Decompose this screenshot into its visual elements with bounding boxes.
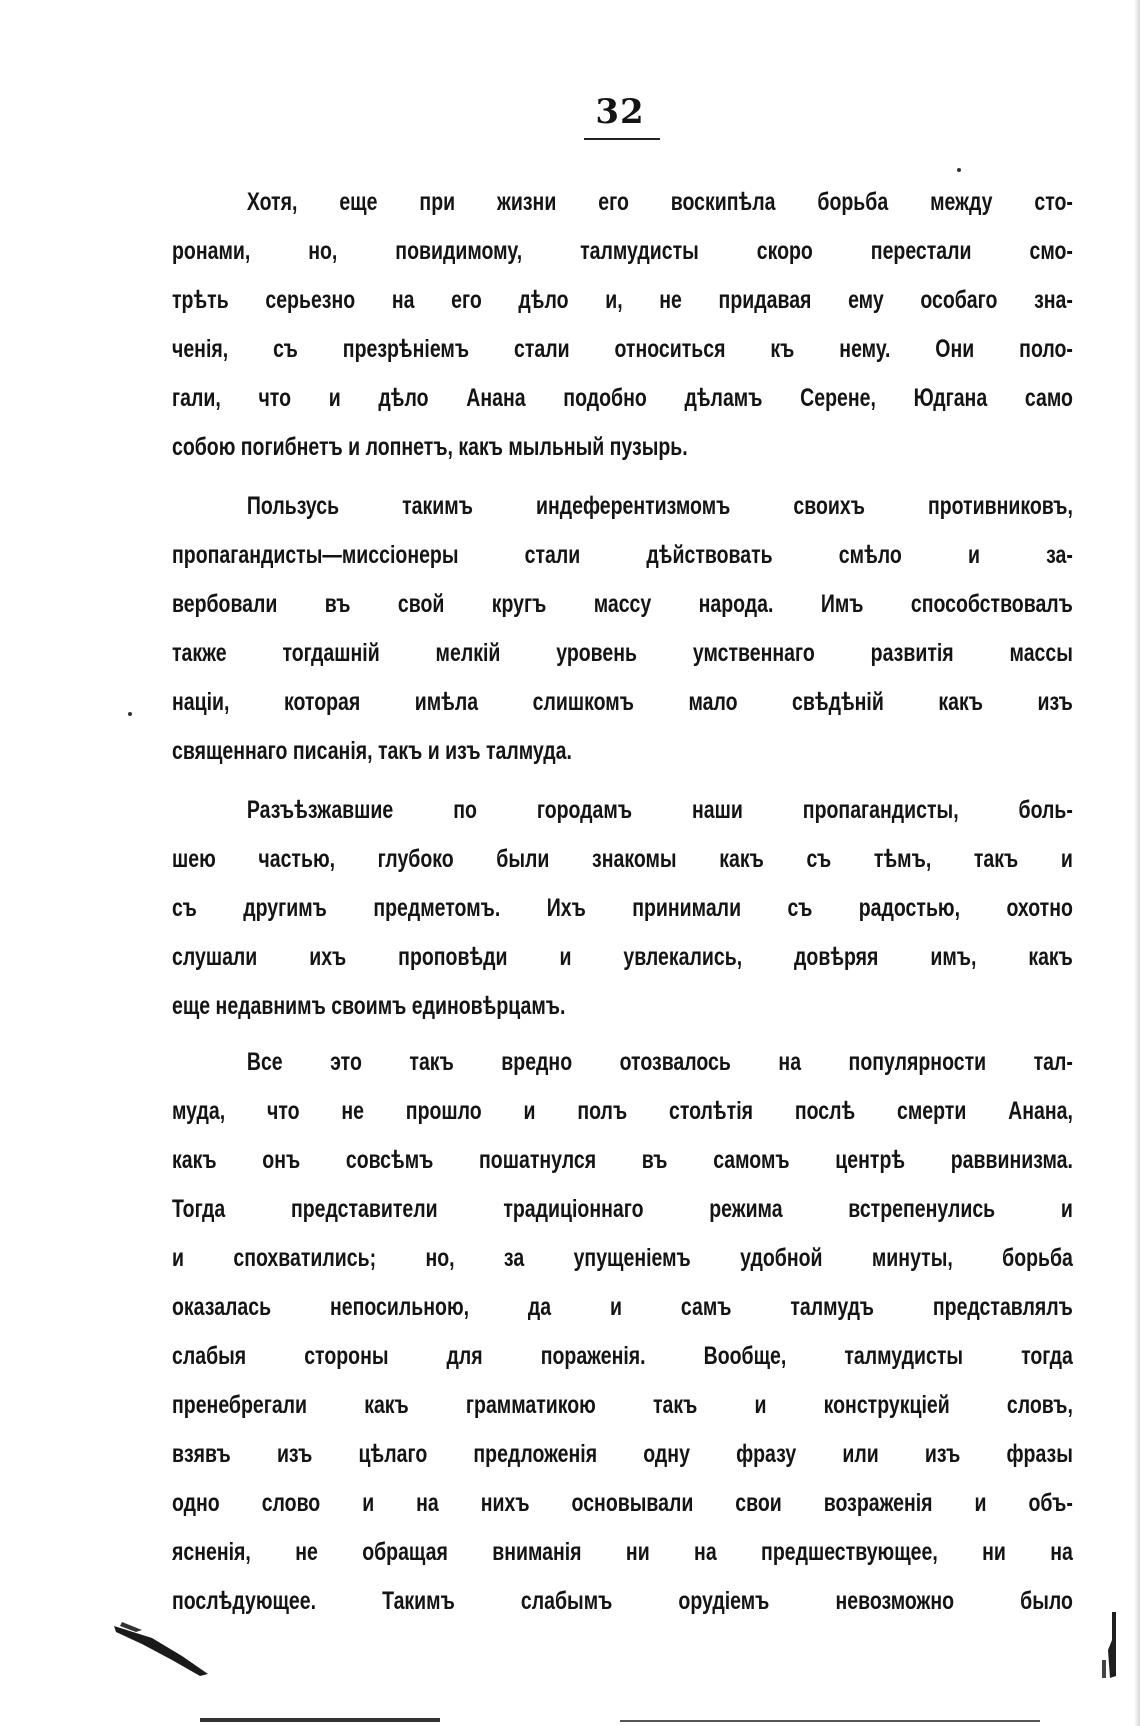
text-line: ронами, но, повидимому, талмудисты скоро перестали смо- <box>172 237 1073 265</box>
paragraph-2 <box>172 482 1072 776</box>
page-number-rule <box>584 138 660 140</box>
ink-speck <box>128 712 132 716</box>
text-line: слабыя стороны для пораженія. Вообще, талмудисты тогда <box>172 1342 1073 1370</box>
text-line: муда, что не прошло и полъ столѣтія послѣ смерти Анана, <box>172 1097 1073 1125</box>
text-line: Тогда представители традиціоннаго режима встрепенулись и <box>172 1195 1073 1223</box>
text-line: священнаго писанія, такъ и изъ талмуда. <box>172 737 572 765</box>
text-line: одно слово и на нихъ основывали свои возраженія и объ- <box>172 1489 1073 1517</box>
text-line: гали, что и дѣло Анана подобно дѣламъ Серене, Юдгана само <box>172 384 1073 412</box>
paragraph-1 <box>172 178 1072 472</box>
text-line: пренебрегали какъ грамматикою такъ и конструкціей словъ, <box>172 1391 1073 1419</box>
text-line: вербовали въ свой кругъ массу народа. Имъ способствовалъ <box>172 590 1073 618</box>
text-line: слушали ихъ проповѣди и увлекались, довѣряя имъ, какъ <box>172 943 1073 971</box>
ink-smudge-mark <box>112 1618 222 1678</box>
text-line: націи, которая имѣла слишкомъ мало свѣдѣній какъ изъ <box>172 688 1073 716</box>
text-line: и спохватились; но, за упущеніемъ удобной минуты, борьба <box>172 1244 1073 1272</box>
bottom-scan-line <box>200 1718 440 1722</box>
text-line: собою погибнетъ и лопнетъ, какъ мыльный пузырь. <box>172 433 688 461</box>
paragraph-4 <box>172 1038 1072 1626</box>
text-line: съ другимъ предметомъ. Ихъ принимали съ радостью, охотно <box>172 894 1073 922</box>
text-line: трѣть серьезно на его дѣло и, не придавая ему особаго зна- <box>172 286 1073 314</box>
text-line: Пользусь такимъ индеферентизмомъ своихъ противниковъ, <box>246 492 1073 520</box>
text-line: какъ онъ совсѣмъ пошатнулся въ самомъ центрѣ раввинизма. <box>172 1146 1073 1174</box>
text-line: пропагандисты—миссіонеры стали дѣйствовать смѣло и за- <box>172 541 1073 569</box>
text-line: Хотя, еще при жизни его воскипѣла борьба между сто- <box>246 188 1073 216</box>
text-line: также тогдашній мелкій уровень умственнаго развитія массы <box>172 639 1073 667</box>
text-line: взявъ изъ цѣлаго предложенія одну фразу или изъ фразы <box>172 1440 1073 1468</box>
text-line: ченія, съ презрѣніемъ стали относиться къ нему. Они поло- <box>172 335 1073 363</box>
text-line: оказалась непосильною, да и самъ талмудъ представлялъ <box>172 1293 1073 1321</box>
binding-mark <box>1100 1610 1120 1680</box>
text-line: Разъѣзжавшие по городамъ наши пропагандисты, боль- <box>246 796 1073 824</box>
bottom-scan-line <box>620 1720 1040 1722</box>
text-line: ясненія, не обращая вниманія ни на предшествующее, ни на <box>172 1538 1073 1566</box>
text-line: послѣдующее. Такимъ слабымъ орудіемъ невозможно было <box>172 1587 1073 1615</box>
text-line: шею частью, глубоко были знакомы какъ съ тѣмъ, такъ и <box>172 845 1073 873</box>
page-number: 32 <box>595 92 645 132</box>
page-edge-shadow <box>1134 0 1140 1726</box>
text-line: еще недавнимъ своимъ единовѣрцамъ. <box>172 992 566 1020</box>
text-line: Все это такъ вредно отозвалось на популярности тал- <box>246 1048 1073 1076</box>
ink-speck <box>957 168 961 172</box>
paragraph-3 <box>172 786 1072 1031</box>
